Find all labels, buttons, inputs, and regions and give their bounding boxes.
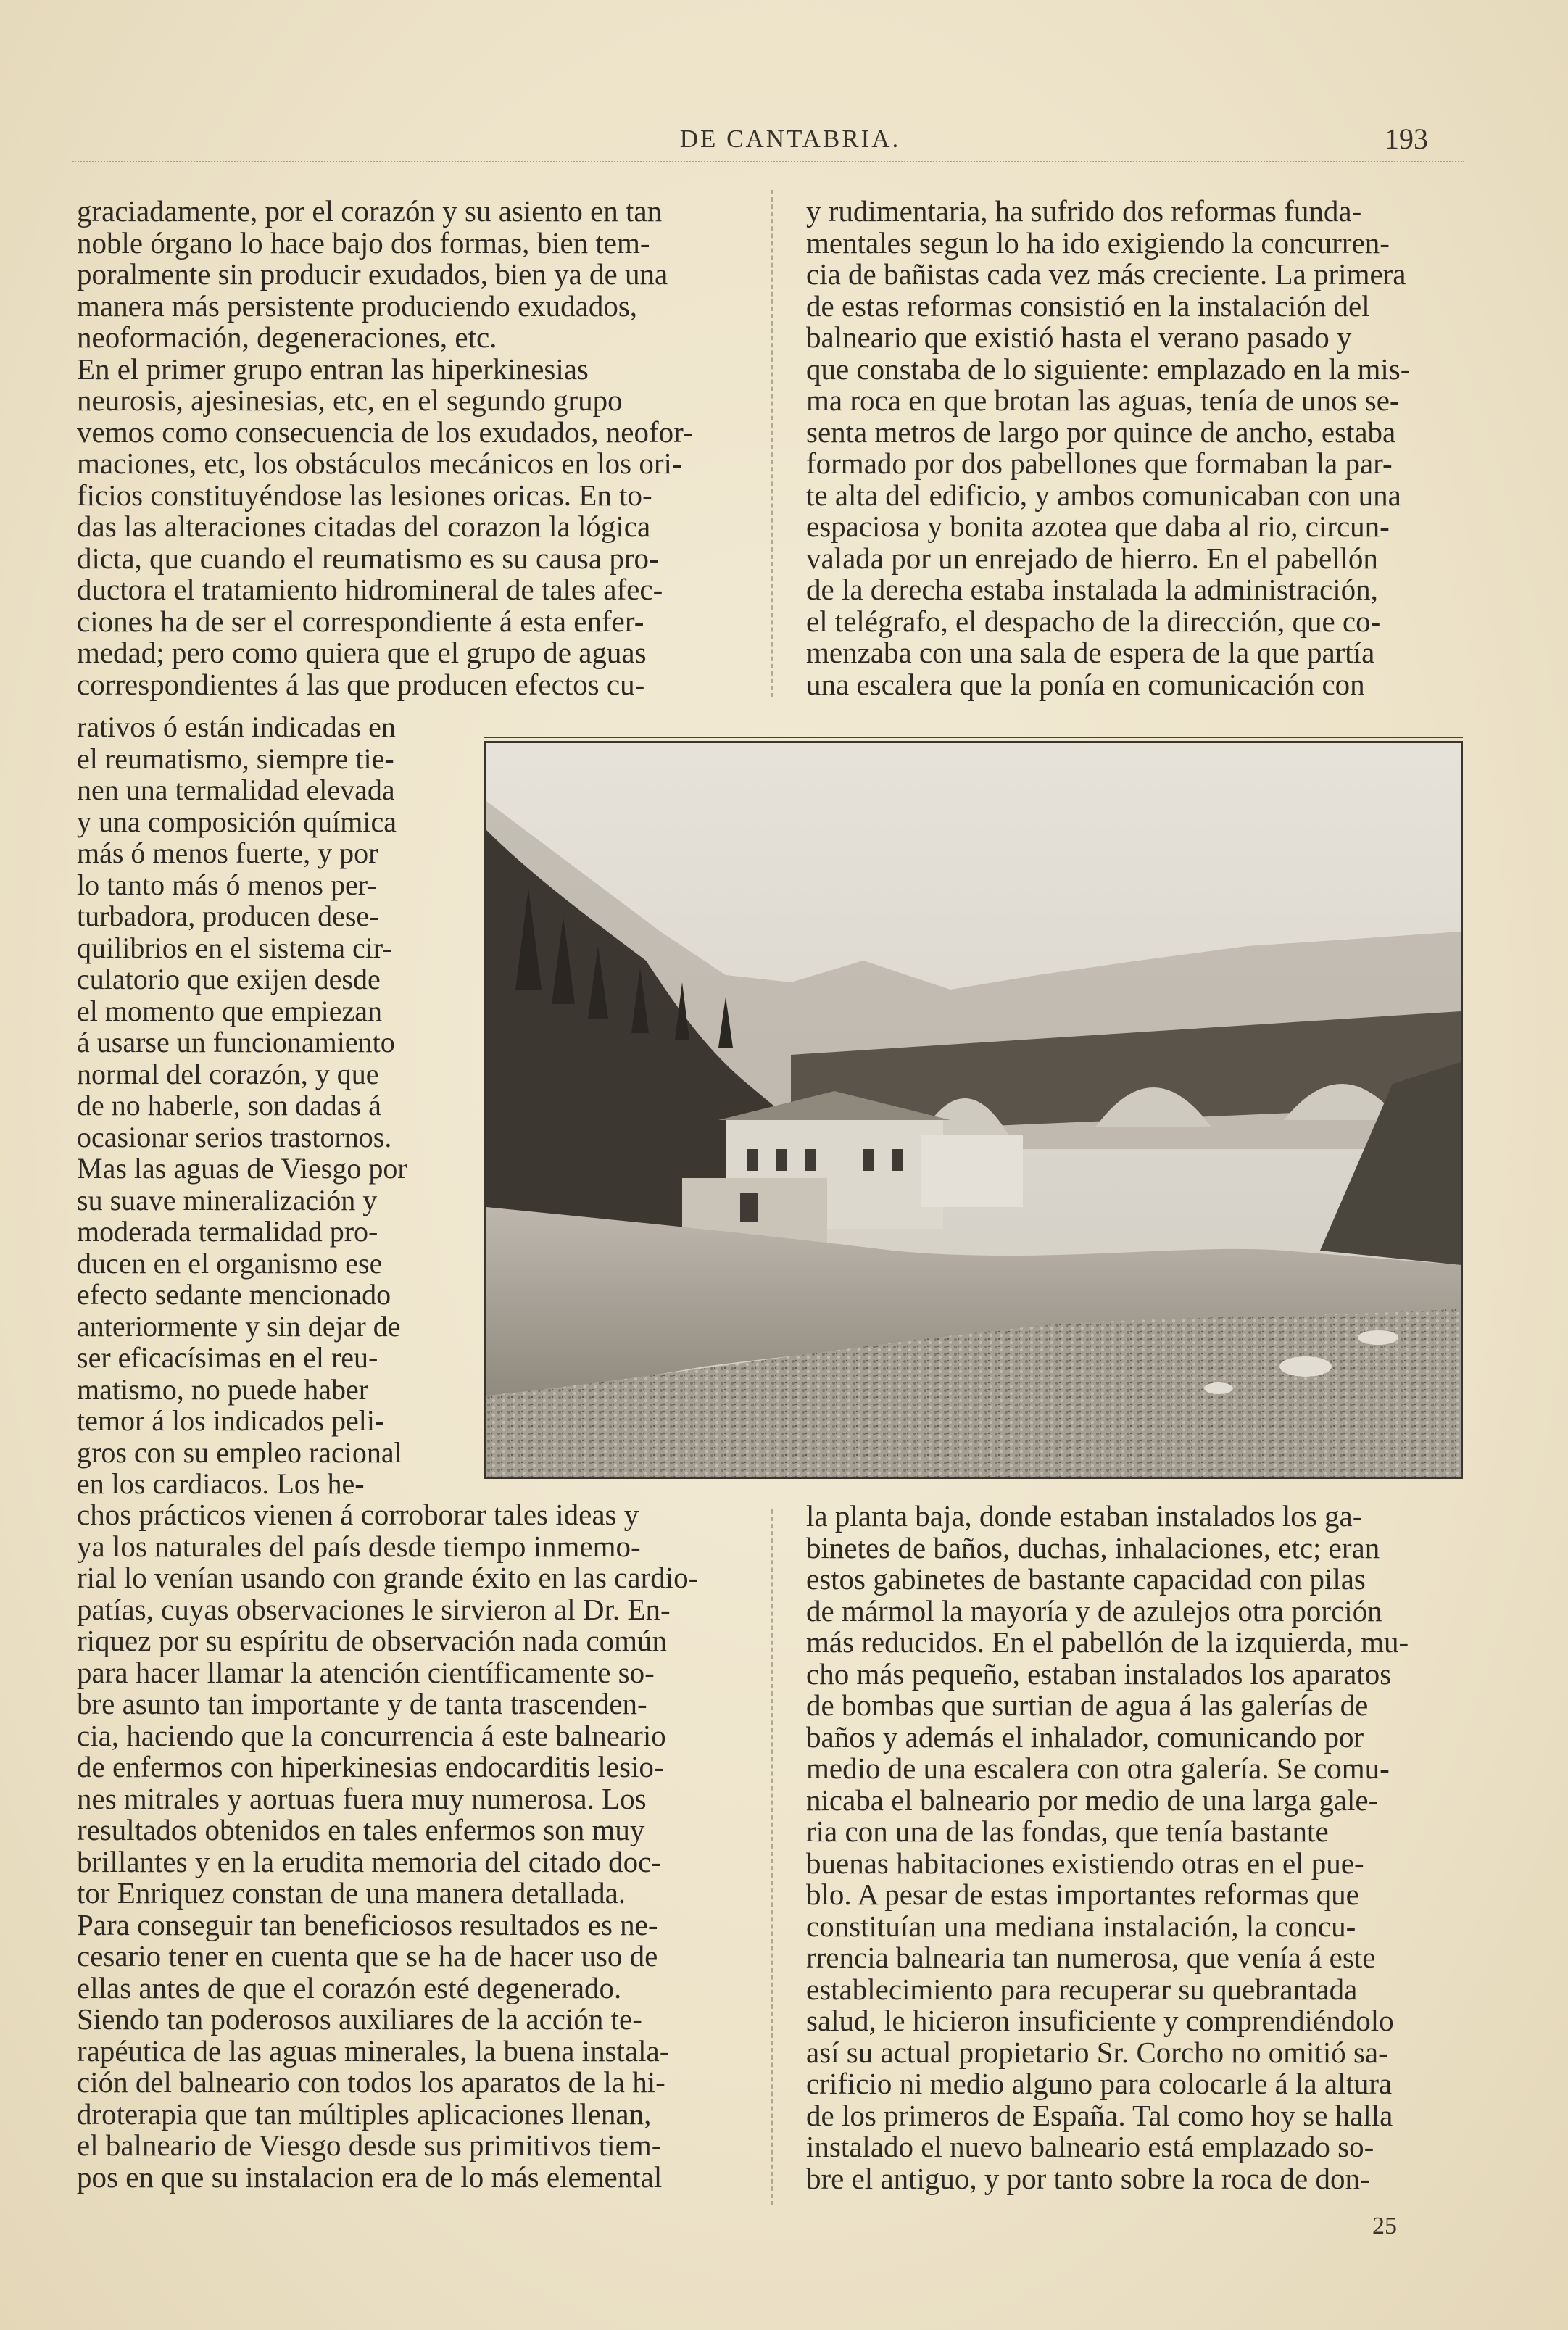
left-column-top-text: graciadamente, por el corazón y su asiento en tan noble órgano lo hace bajo dos formas, bien tem- poralmente sin producir exudados, bien ya de una manera más persistente produciendo exudados, neoformación, degeneraciones, etc. En el primer grupo entran las hiperkinesias neurosis, ajesinesias, etc, en el segundo grupo vemos como consecuencia de los exudados, neofor- maciones, etc, los obstáculos mecánicos en los ori- ficios constituyéndose las lesiones oricas. En to- das las alteraciones citadas del corazon la lógica dicta, que cuando el reumatismo es su causa pro- ductora el tratamiento hidromineral de tales afec- ciones ha de ser el correspondiente á esta enfer- medad; pero como quiera que el grupo de aguas correspondientes á las que producen efectos cu- — [77, 194, 693, 701]
header-rule — [72, 161, 1464, 167]
right-column-bottom-text: la planta baja, donde estaban instalados los ga- binetes de baños, duchas, inhalaciones, etc; eran estos gabinetes de bastante capacidad con pilas de mármol la mayoría y de azulejos otra porción más reducidos. En el pabellón de la izquierda, mu- cho más pequeño, estaban instalados los aparatos de bombas que surtian de agua á las galerías de baños y además el inhalador, comunicando por medio de una escalera con otra galería. Se comu- nicaba el balneario por medio de una larga gale- ria con una de las fondas, que tenía bastante buenas habitaciones existiendo otras en el pue- blo. A pesar de estas importantes reformas que constituían una mediana instalación, la concu- rrencia balnearia tan numerosa, que venía á este establecimiento para recuperar su quebrantada salud, le hicieron insuficiente y comprendiéndolo así su actual propietario Sr. Corcho no omitió sa- crificio ni medio alguno para colocarle á la altura de los primeros de España. Tal como hoy se halla instalado el nuevo balneario está emplazado so- bre el antiguo, y por tanto sobre la roca de don- — [806, 1499, 1409, 2195]
column-divider-top — [771, 190, 773, 697]
running-title: DE CANTABRIA. — [679, 125, 901, 153]
photo-illustration — [486, 743, 1461, 1477]
page-number: 193 — [1385, 123, 1428, 155]
left-column-wrap-text: rativos ó están indicadas en el reumatismo, siempre tie- nen una termalidad elevada y una composición química más ó menos fuerte, y por lo tanto más ó menos per- turbadora, producen dese- quilibrios en el sistema cir- culatorio que exijen desde el momento que empiezan á usarse un funcionamiento normal del corazón, y que de no haberle, son dadas á ocasionar serios trastornos. Mas las aguas de Viesgo por su suave mineralización y moderada termalidad pro- ducen en el organismo ese efecto sedante mencionado anteriormente y sin dejar de ser eficacísimas en el reu- matismo, no puede haber temor á los indicados peli- gros con su empleo racional en los cardiacos. Los he- — [77, 710, 407, 1500]
photo-balneario-viesgo — [484, 741, 1463, 1479]
left-column-bottom-text: chos prácticos vienen á corroborar tales ideas y ya los naturales del país desde tiempo inmemo- rial lo venían usando con grande éxito en las cardio- patías, cuyas observaciones le sirvieron al Dr. En- riquez por su espíritu de observación nada común para hacer llamar la atención científicamente so- bre asunto tan importante y de tanta trascenden- cia, haciendo que la concurrencia á este balneario de enfermos con hiperkinesias endocarditis lesio- nes mitrales y aortuas fuera muy numerosa. Los resultados obtenidos en tales enfermos son muy brillantes y en la erudita memoria del citado doc- tor Enriquez constan de una manera detallada. Para conseguir tan beneficiosos resultados es ne- cesario tener en cuenta que se ha de hacer uso de ellas antes de que el corazón esté degenerado. Siendo tan poderosos auxiliares de la acción te- rapéutica de las aguas minerales, la buena instala- ción del balneario con todos los aparatos de la hi- droterapia que tan múltiples aplicaciones llenan, el balneario de Viesgo desde sus primitivos tiem- pos en que su instalacion era de lo más elemental — [77, 1498, 699, 2194]
right-column-top-text: y rudimentaria, ha sufrido dos reformas funda- mentales segun lo ha ido exigiendo la concurren- cia de bañistas cada vez más creciente. La primera de estas reformas consistió en la instalación del balneario que existió hasta el verano pasado y que constaba de lo siguiente: emplazado en la mis- ma roca en que brotan las aguas, tenía de unos se- senta metros de largo por quince de ancho, estaba formado por dos pabellones que formaban la par- te alta del edificio, y ambos comunicaban con una espaciosa y bonita azotea que daba al rio, circun- valada por un enrejado de hierro. En el pabellón de la derecha estaba instalada la administración, el telégrafo, el despacho de la dirección, que co- menzaba con una sala de espera de la que partía una escalera que la ponía en comunicación con — [806, 194, 1411, 701]
signature-mark: 25 — [1372, 2213, 1397, 2239]
figure-top-rule — [484, 737, 1463, 738]
photo-building-annex — [921, 1135, 1023, 1207]
column-divider-bottom — [771, 1509, 773, 2205]
